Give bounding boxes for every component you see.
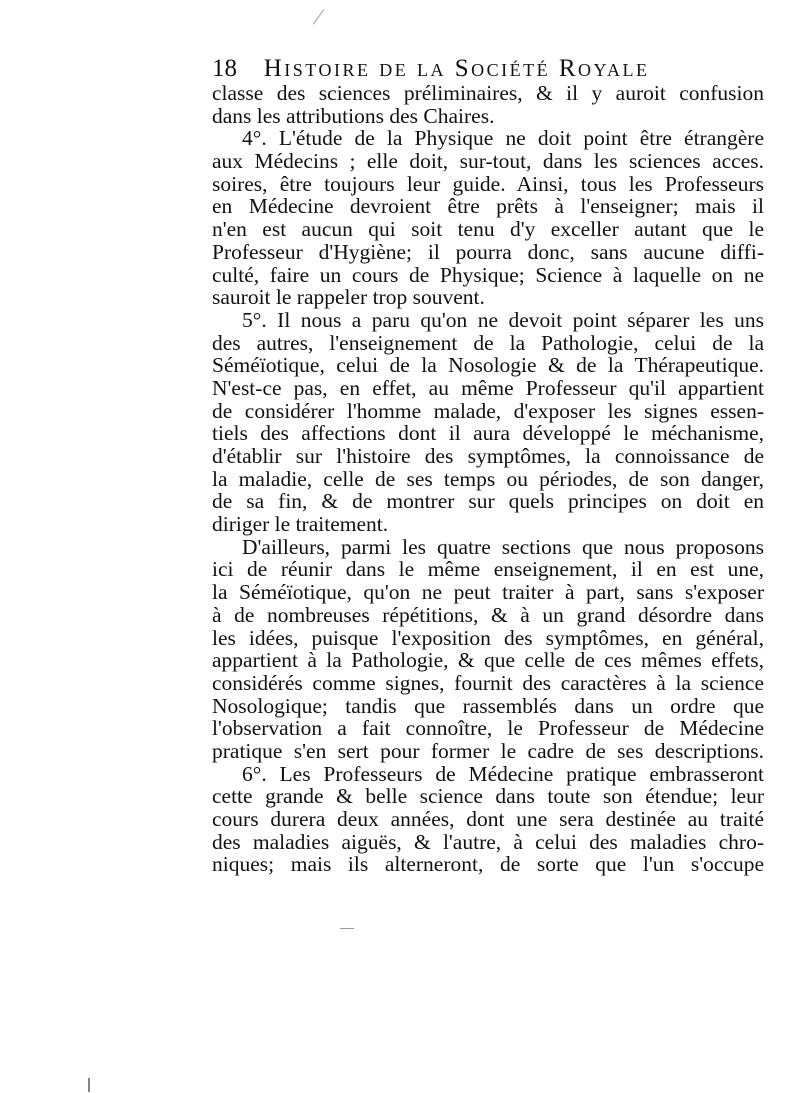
page-number: 18: [212, 55, 237, 82]
text-line: classe des sciences préliminaires, & il y auroit confusion: [212, 81, 764, 105]
text-line: pratique s'en sert pour former le cadre de ses descriptions.: [212, 738, 764, 763]
scan-mark: [340, 928, 354, 929]
text-line: considérés comme signes, fournit des caractères à la science: [212, 670, 764, 695]
scan-mark: [313, 9, 324, 24]
text-line: des maladies aiguës, & l'autre, à celui des maladies chro-: [212, 829, 764, 854]
text-line: Nosologique; tandis que rassemblés dans un ordre que: [212, 693, 764, 718]
text-line: Professeur d'Hygiène; il pourra donc, sans aucune diffi-: [212, 239, 764, 264]
paragraph-start-line: D'ailleurs, parmi les quatre sections que nous proposons: [242, 534, 764, 559]
text-line: en Médecine devroient être prêts à l'enseigner; mais il: [212, 194, 764, 219]
text-line: dans les attributions des Chaires.: [212, 103, 495, 128]
text-line: cette grande & belle science dans toute son étendue; leur: [212, 784, 764, 809]
text-line: les idées, puisque l'exposition des symptômes, en général,: [212, 625, 764, 650]
text-line: des autres, l'enseignement de la Pathologie, celui de la: [212, 330, 764, 355]
body-text: [212, 82, 764, 876]
text-line: aux Médecins ; elle doit, sur-tout, dans les sciences acces.: [212, 149, 764, 174]
text-line: tiels des affections dont il aura développé le méchanisme,: [212, 421, 764, 446]
paragraph-start-line: 6°. Les Professeurs de Médecine pratique embrasseront: [242, 761, 764, 786]
scan-mark: [88, 1078, 90, 1092]
text-line: culté, faire un cours de Physique; Science à laquelle on ne: [212, 262, 764, 287]
text-line: d'établir sur l'histoire des symptômes, la connoissance de: [212, 444, 764, 468]
text-line: n'en est aucun qui soit tenu d'y exceller autant que le: [212, 217, 764, 242]
text-line: ici de réunir dans le même enseignement, il en est une,: [212, 557, 764, 582]
text-line: l'observation a fait connoître, le Professeur de Médecine: [212, 716, 764, 741]
text-line: cours durera deux années, dont une sera destinée au traité: [212, 807, 764, 831]
text-line: Séméïotique, celui de la Nosologie & de la Thérapeutique.: [212, 353, 764, 378]
text-line: diriger le traitement.: [212, 512, 389, 537]
text-line: appartient à la Pathologie, & que celle de ces mêmes effets,: [212, 648, 764, 673]
text-line: soires, être toujours leur guide. Ainsi, tous les Professeurs: [212, 171, 764, 196]
text-line: sauroit le rappeler trop souvent.: [212, 285, 485, 310]
paragraph-start-line: 5°. Il nous a paru qu'on ne devoit point séparer les uns: [242, 307, 764, 332]
running-title: Histoire de la Société Royale: [263, 55, 650, 82]
paragraph-start-line: 4°. L'étude de la Physique ne doit point être étrangère: [242, 126, 764, 151]
text-line: de considérer l'homme malade, d'exposer les signes essen-: [212, 398, 764, 423]
text-line: N'est-ce pas, en effet, au même Professeur qu'il appartient: [212, 375, 764, 400]
text-line: à de nombreuses répétitions, & à un grand désordre dans: [212, 602, 764, 627]
text-line: la maladie, celle de ses temps ou périodes, de son danger,: [212, 466, 764, 491]
text-line: la Séméïotique, qu'on ne peut traiter à part, sans s'exposer: [212, 580, 764, 605]
text-line: de sa fin, & de montrer sur quels principes on doit en: [212, 489, 764, 514]
text-line: niques; mais ils alterneront, de sorte que l'un s'occupe: [212, 852, 764, 877]
